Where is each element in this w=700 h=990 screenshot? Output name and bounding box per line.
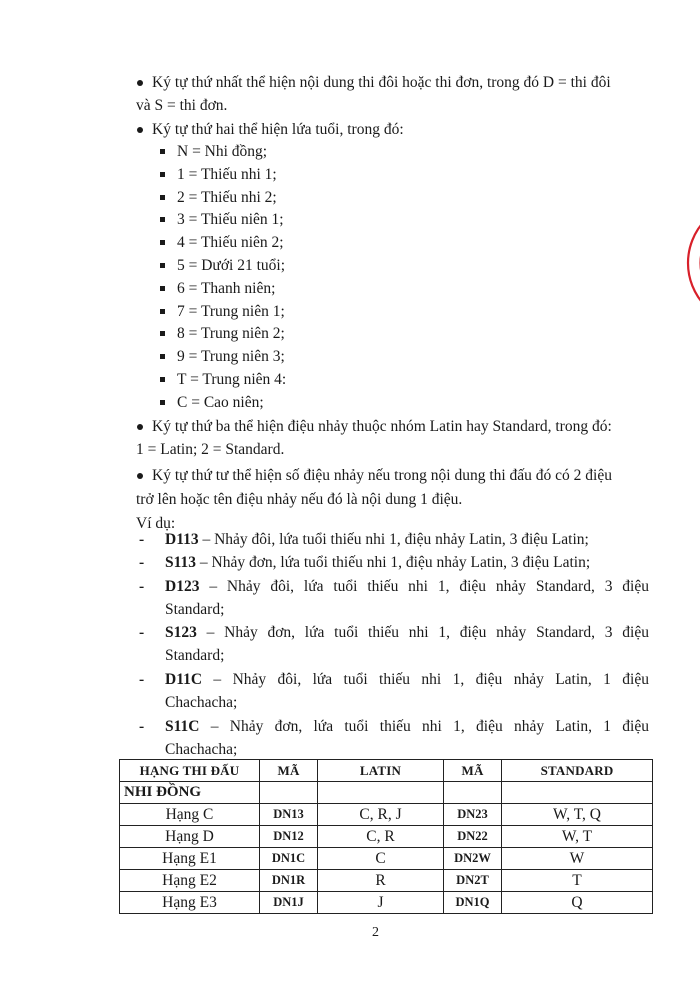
latin-code-cell: DN1C [260, 848, 318, 870]
age-bullet-icon [160, 354, 165, 359]
group-empty-cell [260, 782, 318, 804]
group-empty-cell [444, 782, 502, 804]
latin-code-cell: DN13 [260, 804, 318, 826]
standard-code-cell: DN2W [444, 848, 502, 870]
example-line [165, 670, 649, 690]
example-text: – Nhảy đôi, lứa tuổi thiếu nhi 1, điệu nhảy Latin, 3 điệu Latin; [198, 531, 589, 548]
bullet-1-dot [137, 80, 143, 86]
example-line [165, 623, 649, 643]
latin-dances-cell: C, R [318, 826, 444, 848]
example-text: – Nhảy đôi, lứa tuổi thiếu nhi 1, điệu nhảy Standard, 3 điệu [199, 578, 649, 595]
example-text: – Nhảy đôi, lứa tuổi thiếu nhi 1, điệu nhảy Latin, 1 điệu [202, 671, 649, 688]
header-standard: STANDARD [502, 760, 653, 782]
age-bullet-icon [160, 400, 165, 405]
age-item: T = Trung niên 4: [177, 371, 287, 388]
example-text: – Nhảy đơn, lứa tuổi thiếu nhi 1, điệu nhảy Latin, 3 điệu Latin; [196, 554, 591, 571]
example-dash: - [139, 531, 145, 548]
example-line [165, 577, 649, 597]
standard-code-cell: DN2T [444, 870, 502, 892]
example-dash: - [139, 554, 145, 571]
example-dash: - [139, 624, 145, 641]
latin-dances-cell: C, R, J [318, 804, 444, 826]
example-dash: - [139, 718, 145, 735]
bullet-4-line-1: Ký tự thứ tư thể hiện số điệu nhảy nếu trong nội dung thi đấu đó có 2 điệu [152, 467, 612, 484]
standard-dances-cell: W, T, Q [502, 804, 653, 826]
example-label: Ví dụ: [136, 515, 176, 532]
example-line [165, 530, 649, 550]
example-code: S113 [165, 554, 197, 571]
example-text: – Nhảy đơn, lứa tuổi thiếu nhi 1, điệu nhảy Standard, 3 điệu [196, 624, 649, 641]
latin-dances-cell: J [318, 892, 444, 914]
example-text: – Nhảy đơn, lứa tuổi thiếu nhi 1, điệu nhảy Latin, 1 điệu [199, 718, 649, 735]
bullet-4-line-2: trở lên hoặc tên điệu nhảy nếu đó là nội dung 1 điệu. [136, 491, 463, 508]
bullet-4-dot [137, 473, 143, 479]
age-bullet-icon [160, 172, 165, 177]
example-line [165, 717, 649, 737]
age-item: 5 = Dưới 21 tuổi; [177, 257, 286, 274]
latin-code-cell: DN1J [260, 892, 318, 914]
example-dash: - [139, 578, 145, 595]
header-rank: HẠNG THI ĐẤU [120, 760, 260, 782]
bullet-2-dot [137, 127, 143, 133]
bullet-2-text: Ký tự thứ hai thể hiện lứa tuổi, trong đó: [152, 121, 404, 138]
age-item: 4 = Thiếu niên 2; [177, 234, 284, 252]
bullet-3-dot [137, 424, 143, 430]
example-continuation: Chachacha; [165, 741, 238, 758]
standard-dances-cell: Q [502, 892, 653, 914]
competition-table [119, 759, 653, 914]
latin-code-cell: DN12 [260, 826, 318, 848]
age-bullet-icon [160, 240, 165, 245]
table-header-row [120, 760, 653, 782]
stamp-seal-icon [670, 205, 700, 405]
age-bullet-icon [160, 195, 165, 200]
age-item: N = Nhi đồng; [177, 143, 268, 160]
rank-cell: Hạng C [120, 804, 260, 826]
group-empty-cell [318, 782, 444, 804]
age-bullet-icon [160, 263, 165, 268]
table-row [120, 892, 653, 914]
group-empty-cell [502, 782, 653, 804]
bullet-1-line-1: Ký tự thứ nhất thể hiện nội dung thi đôi hoặc thi đơn, trong đó D = thi đôi [152, 74, 611, 91]
bullet-1-line-2: và S = thi đơn. [136, 97, 228, 114]
example-dash: - [139, 671, 145, 688]
standard-dances-cell: W, T [502, 826, 653, 848]
table-row [120, 804, 653, 826]
page-number: 2 [372, 925, 379, 940]
age-item: C = Cao niên; [177, 393, 264, 411]
age-item: 2 = Thiếu nhi 2; [177, 188, 277, 206]
bullet-3-line-2: 1 = Latin; 2 = Standard. [136, 441, 285, 458]
table-row [120, 870, 653, 892]
table-group-row [120, 782, 653, 804]
example-code: S123 [165, 624, 197, 641]
example-continuation: Standard; [165, 647, 225, 664]
header-code-latin: MÃ [260, 760, 318, 782]
age-item: 6 = Thanh niên; [177, 279, 276, 297]
age-bullet-icon [160, 331, 165, 336]
rank-cell: Hạng E1 [120, 848, 260, 870]
age-item: 9 = Trung niên 3; [177, 348, 285, 366]
age-bullet-icon [160, 377, 165, 382]
example-code: D123 [165, 578, 200, 595]
group-label: NHI ĐỒNG [120, 782, 260, 804]
standard-dances-cell: W [502, 848, 653, 870]
example-continuation: Standard; [165, 601, 225, 618]
example-code: D113 [165, 531, 199, 548]
rank-cell: Hạng E3 [120, 892, 260, 914]
standard-dances-cell: T [502, 870, 653, 892]
example-continuation: Chachacha; [165, 694, 238, 711]
header-code-standard: MÃ [444, 760, 502, 782]
table-body [120, 804, 653, 914]
header-latin: LATIN [318, 760, 444, 782]
bullet-3-line-1: Ký tự thứ ba thể hiện điệu nhảy thuộc nhóm Latin hay Standard, trong đó: [152, 418, 612, 435]
age-bullet-icon [160, 309, 165, 314]
latin-dances-cell: R [318, 870, 444, 892]
age-bullet-icon [160, 149, 165, 154]
age-item: 3 = Thiếu niên 1; [177, 211, 284, 229]
standard-code-cell: DN22 [444, 826, 502, 848]
age-item: 8 = Trung niên 2; [177, 325, 285, 343]
example-code: D11C [165, 671, 203, 688]
age-bullet-icon [160, 217, 165, 222]
age-item: 1 = Thiếu nhi 1; [177, 165, 277, 183]
standard-code-cell: DN23 [444, 804, 502, 826]
standard-code-cell: DN1Q [444, 892, 502, 914]
latin-code-cell: DN1R [260, 870, 318, 892]
rank-cell: Hạng E2 [120, 870, 260, 892]
age-bullet-icon [160, 286, 165, 291]
table-row [120, 826, 653, 848]
rank-cell: Hạng D [120, 826, 260, 848]
example-code: S11C [165, 718, 200, 735]
table-row [120, 848, 653, 870]
latin-dances-cell: C [318, 848, 444, 870]
example-line [165, 553, 649, 573]
age-item: 7 = Trung niên 1; [177, 302, 285, 320]
